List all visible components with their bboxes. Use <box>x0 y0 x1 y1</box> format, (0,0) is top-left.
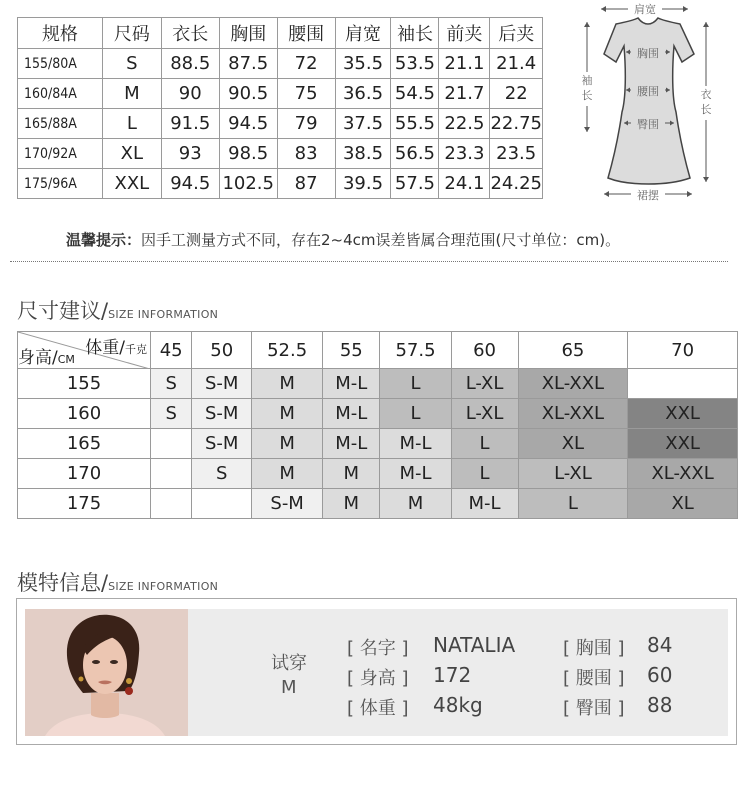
spec-cell: 175/96A <box>18 169 103 199</box>
measurement-note <box>66 229 620 250</box>
suggested-size-cell: XL <box>628 489 738 519</box>
suggested-size-cell: L-XL <box>518 459 628 489</box>
suggested-size-cell: M <box>323 459 380 489</box>
suggested-size-cell: L-XL <box>451 399 518 429</box>
suggested-size-cell: M-L <box>323 399 380 429</box>
spec-cell: 165/88A <box>18 109 103 139</box>
size-table-cell: 35.5 <box>335 49 391 79</box>
header-cell: 肩宽 <box>335 18 391 49</box>
hip-label: [ 臀围 ] <box>563 698 625 719</box>
suggested-size-cell: L <box>451 429 518 459</box>
shoulder-label: 肩宽 <box>634 3 656 16</box>
suggested-size-cell: XXL <box>628 399 738 429</box>
suggested-size-cell <box>628 369 738 399</box>
suggested-size-cell: M <box>323 489 380 519</box>
model-info-panel <box>25 609 728 736</box>
suggestion-row <box>18 369 738 399</box>
size-table-cell: 79 <box>277 109 335 139</box>
suggested-size-cell: S <box>192 459 252 489</box>
spec-cell: 170/92A <box>18 139 103 169</box>
size-table-cell: 38.5 <box>335 139 391 169</box>
size-table-cell: 94.5 <box>219 109 277 139</box>
height-cell: 175 <box>18 489 151 519</box>
weight-header-row <box>18 332 738 369</box>
size-table-cell: XXL <box>102 169 161 199</box>
model-hip: 88 <box>647 693 673 717</box>
header-cell: 袖长 <box>391 18 439 49</box>
size-table-cell: M <box>102 79 161 109</box>
size-table-cell: 53.5 <box>391 49 439 79</box>
suggested-size-cell: M <box>380 489 451 519</box>
suggestion-row <box>18 429 738 459</box>
size-table-cell: 36.5 <box>335 79 391 109</box>
height-cell: 165 <box>18 429 151 459</box>
model-weight: 48kg <box>433 693 483 717</box>
model-section-title <box>17 567 218 597</box>
size-table-cell: 54.5 <box>391 79 439 109</box>
size-table-cell: 57.5 <box>391 169 439 199</box>
size-table-row <box>18 169 543 199</box>
size-table-cell: 37.5 <box>335 109 391 139</box>
suggested-size-cell: M-L <box>323 369 380 399</box>
suggested-size-cell: M-L <box>323 429 380 459</box>
sleeve-label-2: 长 <box>581 89 593 102</box>
size-table-cell: 93 <box>161 139 219 169</box>
suggested-size-cell: L <box>518 489 628 519</box>
weight-header-cell: 55 <box>323 332 380 369</box>
model-height: 172 <box>433 663 472 687</box>
dress-outline <box>604 18 694 184</box>
chest-label: 胸围 <box>637 47 659 60</box>
header-cell: 腰围 <box>277 18 335 49</box>
size-table-cell: 87.5 <box>219 49 277 79</box>
size-suggestion-grid <box>17 331 738 519</box>
hip-label: 臀围 <box>637 118 659 131</box>
suggested-size-cell <box>151 459 192 489</box>
suggested-size-cell: XL-XXL <box>518 399 628 429</box>
suggested-size-cell <box>151 489 192 519</box>
try-on-label: 试穿 <box>271 653 307 674</box>
model-photo <box>25 609 188 736</box>
suggested-size-cell <box>192 489 252 519</box>
corner-height <box>18 343 75 368</box>
size-table-cell: 83 <box>277 139 335 169</box>
suggested-size-cell: S-M <box>192 369 252 399</box>
size-table-cell: 94.5 <box>161 169 219 199</box>
note-text: 因手工测量方式不同，存在2~4cm误差皆属合理范围(尺寸单位：cm)。 <box>141 231 621 249</box>
size-table-row <box>18 79 543 109</box>
corner-weight-text: 体重/ <box>85 338 125 358</box>
size-table-cell: 23.3 <box>439 139 490 169</box>
length-label-1: 衣 <box>700 88 712 101</box>
size-table-header <box>18 18 543 49</box>
model-title-en: SIZE INFORMATION <box>108 580 219 593</box>
suggested-size-cell <box>151 429 192 459</box>
dotted-divider <box>10 261 728 262</box>
size-table-cell: 102.5 <box>219 169 277 199</box>
suggested-size-cell: XL-XXL <box>518 369 628 399</box>
model-info-box <box>16 598 737 745</box>
size-table-cell: 87 <box>277 169 335 199</box>
size-table-cell: 72 <box>277 49 335 79</box>
size-table-cell: 24.25 <box>490 169 543 199</box>
size-table-cell: 56.5 <box>391 139 439 169</box>
suggested-size-cell: S <box>151 399 192 429</box>
size-table-cell: 98.5 <box>219 139 277 169</box>
size-table-cell: 21.4 <box>490 49 543 79</box>
size-table-cell: 24.1 <box>439 169 490 199</box>
size-table-cell: 21.1 <box>439 49 490 79</box>
header-cell: 尺码 <box>102 18 161 49</box>
suggested-size-cell: M-L <box>451 489 518 519</box>
size-table-cell: 91.5 <box>161 109 219 139</box>
size-table-cell: XL <box>102 139 161 169</box>
suggested-size-cell: M-L <box>380 429 451 459</box>
model-title: 模特信息/ <box>17 571 109 595</box>
weight-header-cell: 70 <box>628 332 738 369</box>
spec-cell: 155/80A <box>18 49 103 79</box>
suggestion-row <box>18 399 738 429</box>
suggested-size-cell: L-XL <box>451 369 518 399</box>
header-cell: 后夹 <box>490 18 543 49</box>
model-waist: 60 <box>647 663 673 687</box>
size-table-cell: S <box>102 49 161 79</box>
suggested-size-cell: XXL <box>628 429 738 459</box>
suggestion-title: 尺寸建议/ <box>17 299 109 323</box>
spec-cell: 160/84A <box>18 79 103 109</box>
suggested-size-cell: XL-XXL <box>628 459 738 489</box>
size-table-row <box>18 49 543 79</box>
dress-measurement-diagram <box>568 0 728 205</box>
height-cell: 155 <box>18 369 151 399</box>
suggestion-title-en: SIZE INFORMATION <box>108 308 219 321</box>
weight-header-cell: 52.5 <box>252 332 323 369</box>
suggested-size-cell: S-M <box>252 489 323 519</box>
height-cell: 170 <box>18 459 151 489</box>
weight-label: [ 体重 ] <box>347 698 409 719</box>
model-chest: 84 <box>647 633 673 657</box>
header-cell: 衣长 <box>161 18 219 49</box>
suggested-size-cell: M <box>252 459 323 489</box>
suggested-size-cell: S <box>151 369 192 399</box>
header-cell: 前夹 <box>439 18 490 49</box>
height-cell: 160 <box>18 399 151 429</box>
size-table-cell: 39.5 <box>335 169 391 199</box>
size-table-cell: 90 <box>161 79 219 109</box>
height-label: [ 身高 ] <box>347 668 409 689</box>
waist-label: 腰围 <box>637 85 659 98</box>
weight-header-cell: 65 <box>518 332 628 369</box>
suggestion-row <box>18 489 738 519</box>
suggested-size-cell: M <box>252 429 323 459</box>
suggested-size-cell: L <box>451 459 518 489</box>
size-table-cell: 22 <box>490 79 543 109</box>
weight-header-cell: 50 <box>192 332 252 369</box>
chest-label: [ 胸围 ] <box>563 638 625 659</box>
weight-header-cell: 60 <box>451 332 518 369</box>
suggested-size-cell: L <box>380 399 451 429</box>
sleeve-label-1: 袖 <box>581 74 593 87</box>
model-name: NATALIA <box>433 633 516 657</box>
size-table-cell: L <box>102 109 161 139</box>
suggested-size-cell: M-L <box>380 459 451 489</box>
suggestion-section-title <box>17 295 218 325</box>
weight-header-cell: 57.5 <box>380 332 451 369</box>
name-label: [ 名字 ] <box>347 638 409 659</box>
header-cell: 胸围 <box>219 18 277 49</box>
suggested-size-cell: M <box>252 399 323 429</box>
size-table-cell: 55.5 <box>391 109 439 139</box>
header-cell: 规格 <box>18 18 103 49</box>
size-table-cell: 21.7 <box>439 79 490 109</box>
corner-weight-unit: 千克 <box>125 343 147 356</box>
note-label: 温馨提示： <box>66 231 142 249</box>
waist-label: [ 腰围 ] <box>563 668 625 689</box>
size-table-cell: 88.5 <box>161 49 219 79</box>
size-table-cell: 90.5 <box>219 79 277 109</box>
suggested-size-cell: XL <box>518 429 628 459</box>
suggested-size-cell: S-M <box>192 429 252 459</box>
size-table-row <box>18 109 543 139</box>
weight-header-cell: 45 <box>151 332 192 369</box>
size-table-row <box>18 139 543 169</box>
size-spec-table <box>17 17 543 199</box>
hem-label: 裙摆 <box>637 189 659 202</box>
size-table-cell: 75 <box>277 79 335 109</box>
try-on-size: M <box>281 677 297 698</box>
suggested-size-cell: L <box>380 369 451 399</box>
corner-cell <box>18 332 151 369</box>
suggested-size-cell: M <box>252 369 323 399</box>
corner-height-unit: CM <box>57 353 75 366</box>
corner-weight <box>85 333 147 358</box>
size-table-cell: 22.75 <box>490 109 543 139</box>
suggested-size-cell: S-M <box>192 399 252 429</box>
size-table-cell: 22.5 <box>439 109 490 139</box>
size-table-cell: 23.5 <box>490 139 543 169</box>
suggestion-row <box>18 459 738 489</box>
length-label-2: 长 <box>700 103 712 116</box>
corner-height-text: 身高/ <box>18 348 58 368</box>
